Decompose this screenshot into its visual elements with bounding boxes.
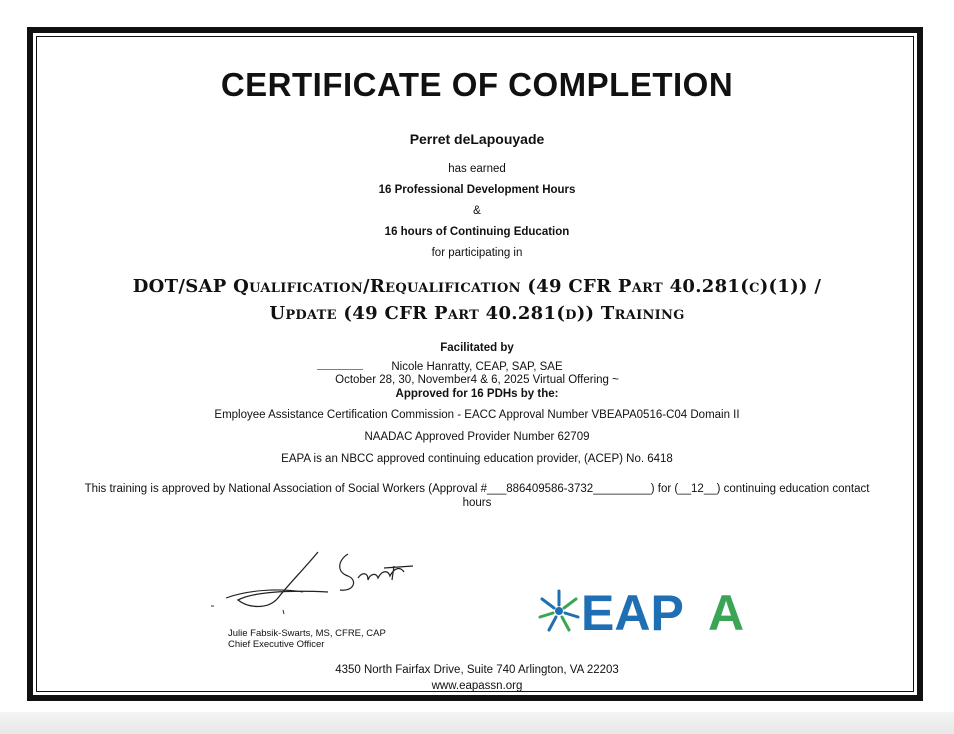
- website-link[interactable]: www.eapassn.org: [431, 680, 523, 692]
- facilitator-name: Nicole Hanratty, CEAP, SAP, SAE: [391, 361, 563, 373]
- recipient-name: Perret deLapouyade: [409, 131, 545, 147]
- signatory-title: Chief Executive Officer: [228, 639, 325, 650]
- nbcc-approval: EAPA is an NBCC approved continuing education provider, (ACEP) No. 6418: [281, 453, 673, 465]
- naadac-approval: NAADAC Approved Provider Number 62709: [364, 431, 590, 443]
- page-bottom-edge: [0, 712, 954, 734]
- has-earned-text: has earned: [448, 163, 506, 175]
- eacc-approval: Employee Assistance Certification Commission - EACC Approval Number VBEAPA0516-C04 Domain II: [214, 409, 740, 421]
- facilitated-by-heading: Facilitated by: [440, 342, 514, 354]
- eapa-logo: [537, 584, 782, 638]
- address-text: 4350 North Fairfax Drive, Suite 740 Arlington, VA 22203: [335, 664, 619, 676]
- pdh-text: 16 Professional Development Hours: [378, 184, 576, 196]
- certificate-title: CERTIFICATE OF COMPLETION: [220, 66, 734, 103]
- ceo-signature: [208, 540, 428, 630]
- corner-notch: [899, 41, 913, 55]
- course-title-line1: DOT/SAP Qualification/Requalification (49 CFR Part 40.281(c)(1)) /: [132, 276, 822, 297]
- approved-heading: Approved for 16 PDHs by the:: [395, 388, 559, 400]
- signatory-block: [228, 628, 386, 650]
- eapa-logo-text: EAP: [581, 585, 684, 638]
- ampersand-text: &: [473, 205, 481, 217]
- nasw-approval-line1: This training is approved by National Association of Social Workers (Approval #___886409586-3732_________) for (__12__) continuing education contact: [84, 483, 870, 495]
- course-title-line2: Update (49 CFR Part 40.281(d)) Training: [269, 303, 685, 324]
- offering-dates: October 28, 30, November4 & 6, 2025 Virtual Offering ~: [335, 374, 619, 386]
- eapa-star-icon: [540, 591, 578, 630]
- participating-text: for participating in: [431, 247, 523, 259]
- ce-hours-text: 16 hours of Continuing Education: [384, 226, 570, 238]
- eapa-logo-text-a: A: [708, 585, 745, 638]
- signatory-name: Julie Fabsik-Swarts, MS, CFRE, CAP: [228, 628, 386, 639]
- corner-notch: [41, 41, 55, 55]
- nasw-approval-line2: hours: [462, 497, 492, 509]
